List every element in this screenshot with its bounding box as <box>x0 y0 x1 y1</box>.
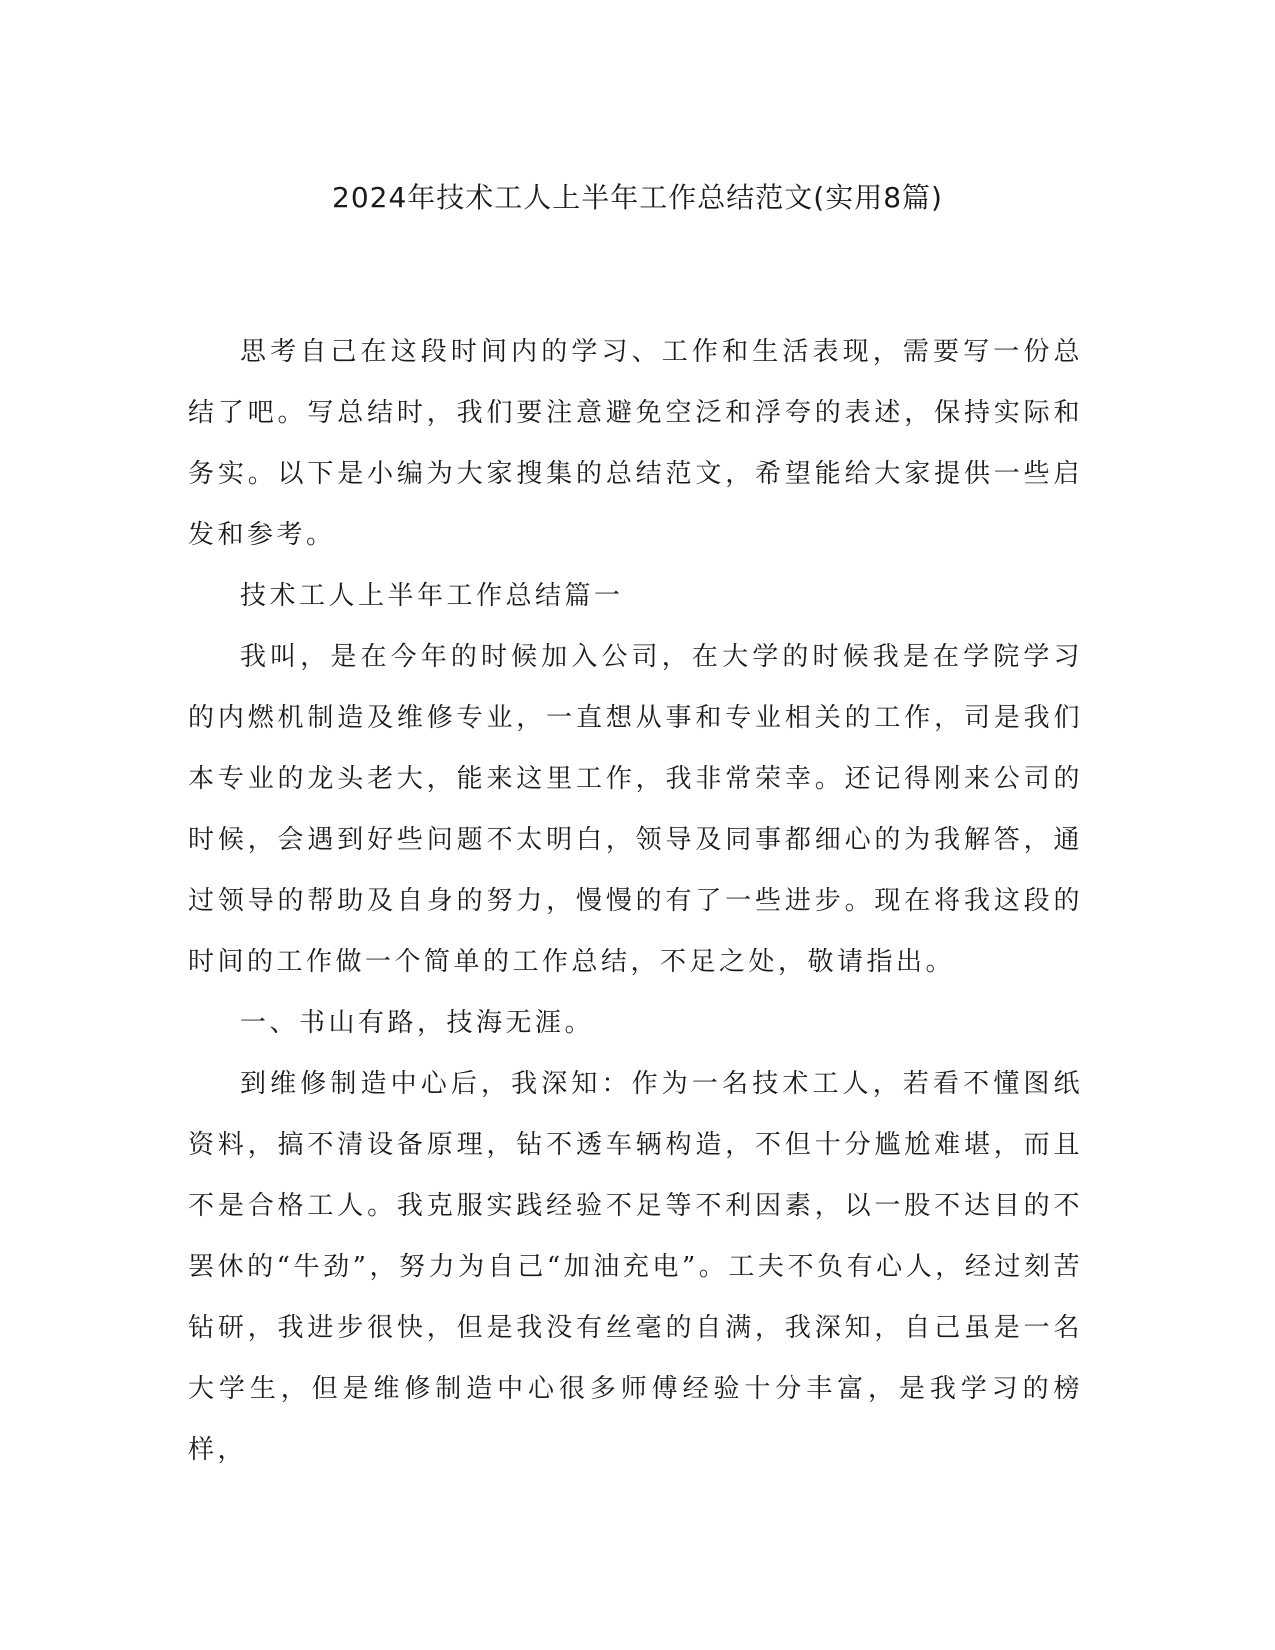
document-title: 2024年技术工人上半年工作总结范文(实用8篇) <box>332 181 943 214</box>
body-paragraph: 我叫，是在今年的时候加入公司，在大学的时候我是在学院学习的内燃机制造及维修专业，一直想从事和专业相关的工作，司是我们本专业的龙头老大，能来这里工作，我非常荣幸。还记得刚来公司的时候，会遇到好些问题不太明白，领导及同事都细心的为我解答，通过领导的帮助及自身的努力，慢慢的有了一些进步。现在将我这段的时间的工作做一个简单的工作总结，不足之处，敬请指出。 <box>188 642 1083 977</box>
intro-paragraph: 思考自己在这段时间内的学习、工作和生活表现，需要写一份总结了吧。写总结时，我们要注意避免空泛和浮夸的表述，保持实际和务实。以下是小编为大家搜集的总结范文，希望能给大家提供一些启发和参考。 <box>188 337 1083 550</box>
section-heading-part-one: 技术工人上半年工作总结篇一 <box>240 581 624 611</box>
body-paragraph: 到维修制造中心后，我深知：作为一名技术工人，若看不懂图纸资料，搞不清设备原理，钻不透车辆构造，不但十分尴尬难堪，而且不是合格工人。我克服实践经验不足等不利因素，以一股不达目的不罢休的“牛劲”，努力为自己“加油充电”。工夫不负有心人，经过刻苦钻研，我进步很快，但是我没有丝毫的自满，我深知，自己虽是一名大学生，但是维修制造中心很多师傅经验十分丰富，是我学习的榜样， <box>188 1069 1083 1465</box>
subsection-heading: 一、书山有路，技海无涯。 <box>240 1008 595 1038</box>
document-body <box>188 322 1083 1481</box>
